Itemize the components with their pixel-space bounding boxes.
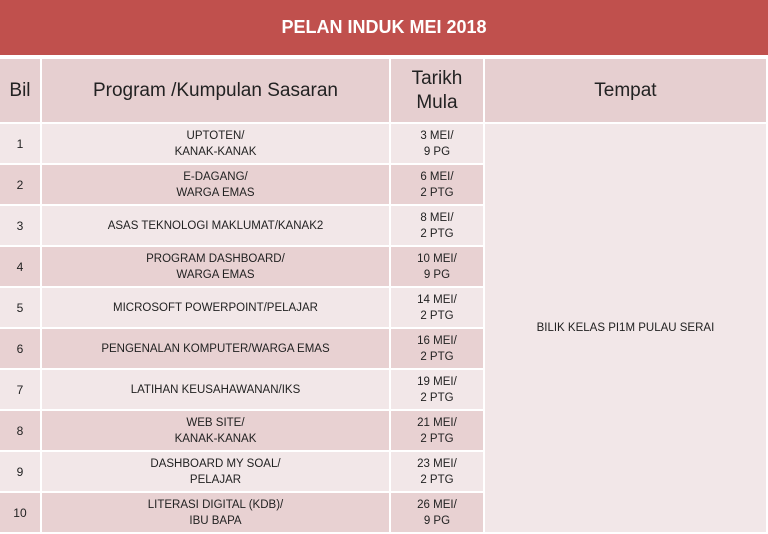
date-cell [391, 165, 483, 204]
program-cell [42, 329, 389, 368]
date-line2: 2 PTG [420, 227, 454, 240]
program-cell [42, 370, 389, 409]
bil-cell: 4 [0, 247, 40, 286]
program-line1: PROGRAM DASHBOARD/ [146, 252, 285, 265]
date-line1: 3 MEI/ [420, 129, 454, 142]
header-bil: Bil [0, 59, 40, 122]
program-cell [42, 288, 389, 327]
date-line1: 23 MEI/ [417, 457, 457, 470]
date-line2: 2 PTG [420, 432, 454, 445]
program-line1: LATIHAN KEUSAHAWANAN/IKS [130, 383, 301, 396]
header-tempat: Tempat [485, 59, 766, 122]
date-cell [391, 288, 483, 327]
date-line2: 9 PG [423, 145, 451, 158]
date-line1: 14 MEI/ [417, 293, 457, 306]
date-cell [391, 329, 483, 368]
bil-cell: 3 [0, 206, 40, 245]
bil-cell: 1 [0, 124, 40, 163]
date-line2: 9 PG [423, 268, 451, 281]
header-tarikh-line1: Tarikh [411, 67, 463, 89]
header-tarikh [391, 59, 483, 122]
date-line2: 2 PTG [420, 350, 454, 363]
date-line2: 2 PTG [420, 186, 454, 199]
bil-cell: 9 [0, 452, 40, 491]
date-line2: 2 PTG [420, 391, 454, 404]
date-line1: 21 MEI/ [417, 416, 457, 429]
date-cell [391, 493, 483, 532]
program-cell [42, 206, 389, 245]
date-line2: 9 PG [423, 514, 451, 527]
program-cell [42, 124, 389, 163]
date-cell [391, 411, 483, 450]
program-cell [42, 165, 389, 204]
program-line2: KANAK-KANAK [174, 432, 257, 445]
date-cell [391, 452, 483, 491]
tempat-cell: BILIK KELAS PI1M PULAU SERAI [485, 124, 766, 532]
date-line1: 26 MEI/ [417, 498, 457, 511]
bil-cell: 10 [0, 493, 40, 532]
date-line1: 6 MEI/ [420, 170, 454, 183]
date-cell [391, 247, 483, 286]
program-cell [42, 411, 389, 450]
header-row [0, 59, 766, 122]
date-line1: 16 MEI/ [417, 334, 457, 347]
program-line2: WARGA EMAS [176, 268, 255, 281]
page-title: PELAN INDUK MEI 2018 [0, 0, 768, 55]
date-line1: 19 MEI/ [417, 375, 457, 388]
date-cell [391, 124, 483, 163]
date-line2: 2 PTG [420, 309, 454, 322]
program-cell [42, 452, 389, 491]
program-cell [42, 493, 389, 532]
program-line2: IBU BAPA [189, 514, 242, 527]
date-line1: 8 MEI/ [420, 211, 454, 224]
program-line1: ASAS TEKNOLOGI MAKLUMAT/KANAK2 [107, 219, 324, 232]
table-row [0, 124, 766, 163]
bil-cell: 5 [0, 288, 40, 327]
header-program: Program /Kumpulan Sasaran [42, 59, 389, 122]
program-line1: LITERASI DIGITAL (KDB)/ [147, 498, 284, 511]
program-line2: WARGA EMAS [176, 186, 255, 199]
date-cell [391, 370, 483, 409]
date-line2: 2 PTG [420, 473, 454, 486]
program-line1: UPTOTEN/ [186, 129, 245, 142]
program-line1: E-DAGANG/ [183, 170, 248, 183]
bil-cell: 6 [0, 329, 40, 368]
program-line1: PENGENALAN KOMPUTER/WARGA EMAS [101, 342, 330, 355]
header-tarikh-line2: Mula [416, 91, 458, 113]
schedule-table [0, 57, 768, 534]
bil-cell: 2 [0, 165, 40, 204]
bil-cell: 8 [0, 411, 40, 450]
date-cell [391, 206, 483, 245]
program-line2: KANAK-KANAK [174, 145, 257, 158]
program-line1: DASHBOARD MY SOAL/ [150, 457, 281, 470]
program-cell [42, 247, 389, 286]
date-line1: 10 MEI/ [417, 252, 457, 265]
program-line1: MICROSOFT POWERPOINT/PELAJAR [113, 301, 318, 314]
program-line1: WEB SITE/ [186, 416, 245, 429]
bil-cell: 7 [0, 370, 40, 409]
program-line2: PELAJAR [189, 473, 242, 486]
